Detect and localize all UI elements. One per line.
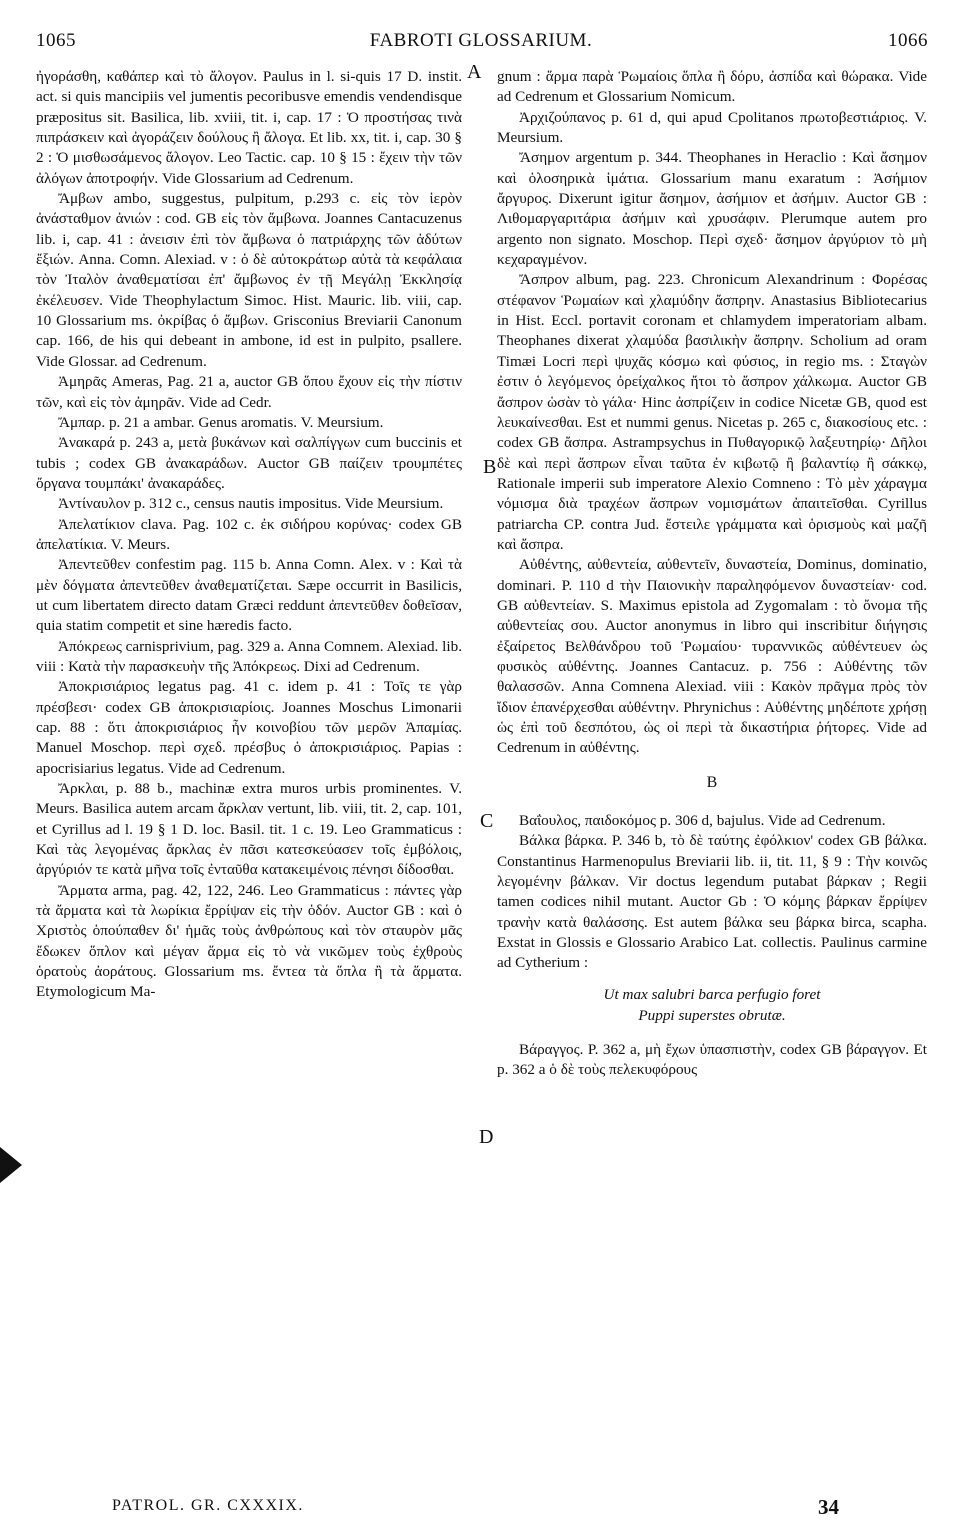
section-heading-b: B <box>706 773 718 791</box>
margin-letter-c: C <box>480 810 494 832</box>
entry-antinaulon: Ἀντίναυλον p. 312 c., census nautis impositus. Vide Meursium. <box>58 495 444 513</box>
entry-archizoupanos: Ἀρχιζούπανος p. 61 d, qui apud Cpolitanos πρωτοβεστιάριος. V. Meursium. <box>497 108 927 147</box>
footer-signature: PATROL. GR. CXXXIX. <box>112 1497 304 1514</box>
entry-armata: Ἄρματα arma, pag. 42, 122, 246. Leo Grammaticus : πάντες γὰρ τὰ ἄρματα καὶ τὰ λωρίκια ἔρρίψαν εἰς τὴν ὁδόν. Auctor GB : καὶ ὁ Χριστὸς ὁπούπαθεν δι' ἡμᾶς τοὺς ἀνθρώπους καὶ τὸν σταυρὸν μᾶς ἔδωκεν ὅπλον καὶ μέγαν ἅρμα εἰς τὸ νὰ νικῶμεν τοὺς ἐχθροὺς ὁρατοὺς ἀοράτους. Glossarium ms. ἔντεα τὰ ὅπλα ἢ τὰ ἅρματα. Etymologicum Ma- <box>36 881 462 1001</box>
entry-apentheuthen: Ἀπεντεῦθεν confestim pag. 115 b. Anna Comn. Alex. v : Καὶ τὰ μὲν δόγματα ἀπεντεῦθεν ἀναθεματίζεται. Sæpe occurrit in Basilicis, ut cum libertatem directo datam Græci reddunt ἀπεντεῦθεν δοθεῖσαν, quia statim competit et sine hæredis facto. <box>36 556 462 635</box>
entry-asemon: Ἄσημον argentum p. 344. Theophanes in Heraclio : Καὶ ἄσημον καὶ ὁλοσηρικὰ ἱμάτια. Glossarium manu exaratum : Ἀσήμιον ἄργυρος. Dixerunt igitur ἄσημον, ἀσήμιον et ἀσήμιν. Auctor GB : Λιθομαργαριτάρια ἀσήμιν καὶ χρυσάφιν. Plerumque autem pro argento non signato. Moschop. Περὶ σχεδ· ἄσημον ἀργύριον τὸ μὴ κεχαραγμένον. <box>497 149 927 269</box>
entry-aspron: Ἄσπρον album, pag. 223. Chronicum Alexandrinum : Φορέσας στέφανον Ῥωμαίων καὶ χλαμύδην ἄσπρην. Anastasius Bibliotecarius in Hist. Eccl. portavit coronam et chlamydem imperatoriam albam. Theophanes dixerat χλαμύδα βασιλικὴν ἄσπρην. Scholium ad oram Timæi Locri περὶ ψυχᾶς κόσμω καὶ φύσιος, in regio ms. : Σταγὼν ἐστιν ὁ λεγόμενος ὀρείχαλκος ἤτοι τὸ ἄσπρον χάλκωμα. Auctor GB ἄσπρον ὡσὰν τὸ γάλα· Hinc ἀσπρίζειν in codice Nicetæ GB, quod est λευκαίνεσθαι. Est et nummi genus. Nicetas p. 265 c, διακοσίους etc. : codex GB ἄσπρα. Astrampsychus in Πυθαγορικῷ λαξευτηρίῳ· Δῆλοι δὲ καὶ περὶ ἄσπρων εἶναι ταῦτα ἐν κιβωτῷ ἢ βαλαντίῳ ἢ σάκκῳ, Rationale imperii sub imperatore Alexio Comneno : Τὸ μὲν χάραγμα νόμισμα διὰ τραχέων ἄσπρων νομισμάτων ἀπαιτεῖσθαι. Cyrillus patriarcha CP. contra Jud. ἔστειλε γράμματα καὶ ὁρισμοὺς καὶ μαζῆ καὶ ἄσπρα. <box>497 271 927 553</box>
margin-letter-a: A <box>467 61 482 83</box>
entry-ampar: Ἄμπαρ. p. 21 a ambar. Genus aromatis. V. Meursium. <box>58 413 384 431</box>
entry-apelatikion: Ἀπελατίκιον clava. Pag. 102 c. ἐκ σιδήρου κορύνας· codex GB ἀπελατίκια. V. Meurs. <box>36 515 462 553</box>
right-text-column <box>497 67 927 1080</box>
entry-baioulos: Βαΐουλος, παιδοκόμος p. 306 d, bajulus. Vide ad Cedrenum. <box>519 812 886 830</box>
column-number-left: 1065 <box>36 30 76 51</box>
footer-sheet-number: 34 <box>818 1495 839 1519</box>
column-number-right: 1066 <box>888 30 928 51</box>
running-title: FABROTI GLOSSARIUM. <box>369 30 593 51</box>
entry-barangos: Βάραγγος. P. 362 a, μὴ ἔχων ὑπασπιστὴν, codex GB βάραγγον. Et p. 362 a ὁ δὲ τοὺς πελεκυφόρους <box>497 1040 927 1079</box>
entry-arklai: Ἄρκλαι, p. 88 b., machinæ extra muros urbis prominentes. V. Meurs. Basilica autem arcam ἄρκλαν vertunt, lib. viii, tit. 2, cap. 101, et Cyrillus ad l. 19 § 1 D. loc. Basil. tit. 1 c. 19. Leo Grammaticus : Καὶ τὰς λεγομένας ἄρκλας ἐν πᾶσι κατεσκεύασεν τοῖς ἐμβόλοις, ἀργύριόν τε κατὰ μῆνα τοῖς ἐνταῦθα κατακειμένοις πένησι δίδοσθαι. <box>36 780 462 879</box>
entry-ambon: Ἄμβων ambo, suggestus, pulpitum, p.293 c. εἰς τὸν ἱερὸν ἀνάσταθμον ἀνιών : cod. GB εἰς τὸν ἄμβωνα. Joannes Cantacuzenus lib. i, cap. 41 : ἀνεισιν ἐπὶ τὸν ἄμβωνα ὁ πατριάρχης τῶν ἀδύτων ἔξιών. Anna. Comn. Alexiad. v : ὁ δὲ αὐτοκράτωρ αὐτὰ τὰ κεφάλαια τὸν Ἰταλὸν ἀναθεματίσαι ἐπ' ἄμβωνος ἐν τῇ Μεγάλῃ Ἐκκλησίᾳ ἐκέλευσεν. Vide Theophylactum Simoc. Hist. Mauric. lib. viii, cap. 10 Glossarium ms. ὀκρίβας ὁ ἄμβων. Grisconius Breviarii Canonum cap. 166, de his qui debeant in ambone, id est in pulpito, psallere. Vide Glossar. ad Cedrenum. <box>36 190 462 370</box>
entry-apokreos: Ἀπόκρεως carnisprivium, pag. 329 a. Anna Comnem. Alexiad. lib. viii : Κατὰ τὴν παρασκευὴν τῆς Ἀπόκρεως. Dixi ad Cedrenum. <box>36 637 462 675</box>
entry-apokrisiarios: Ἀποκρισιάριος legatus pag. 41 c. idem p. 41 : Τοῖς τε γὰρ πρέσβεσι· codex GB ἀποκρισιαρίοις. Joannes Moschus Limonarii cap. 88 : ὅτι ἀποκρισιάριος ἦν κοινοβίου τῶν μερῶν Ἀπαμίας. Manuel Moschop. περὶ σχεδ. πρέσβυς ὁ ἀποκρισιάριος. Papias : apocrisiarius legatus. Vide ad Cedrenum. <box>36 678 462 777</box>
entry-alogon-cont: ἠγοράσθη, καθάπερ καὶ τὸ ἄλογον. Paulus in l. si-quis 17 D. instit. act. si quis mancipiis vel jumentis pecoribusve emendis vendendisque præpositus sit. Basilica, lib. xviii, tit. i, cap. 17 : Ὁ προστήσας τινὰ πιπράσκειν καὶ ἀγοράζειν δούλους ἢ ἄλογα. Et lib. xx, tit. i, cap. 30 § 2 : Ὁ μισθωσάμενος ἄλογον. Leo Tactic. cap. 10 § 15 : ἔχειν τὴν τῶν ἀλόγων ἀποτροφήν. Vide Glossarium ad Cedrenum. <box>36 68 462 187</box>
entry-ameras: Ἀμηρᾶς Ameras, Pag. 21 a, auctor GB ὅπου ἔχουν εἰς τὴν πίστιν τῶν, καὶ εἰς τὸν ἀμηρᾶν. Vide ad Cedr. <box>36 373 462 411</box>
entry-armata-cont: gnum : ἅρμα παρὰ Ῥωμαίοις ὅπλα ἢ δόρυ, ἀσπίδα καὶ θώρακα. Vide ad Cedrenum et Glossarium Nomicum. <box>497 68 927 106</box>
left-text-column <box>36 67 462 1003</box>
margin-pointer-arrow <box>0 1147 22 1183</box>
margin-letter-b: B <box>483 456 497 478</box>
entry-anakara: Ἀνακαρά p. 243 a, μετὰ βυκάνων καὶ σαλπίγγων cum buccinis et tubis ; codex GB ἀνακαράδων. Auctor GB παίζειν τρουμπέτες ὄργανα τουμπάκι' ἀνακαράδες. <box>36 434 462 492</box>
entry-authentes: Αὐθέντης, αὐθεντεία, αὐθεντεῖν, δυναστεία, Dominus, dominatio, dominari. P. 110 d τὴν Παιονικὴν παραληφόμενον δυναστείαν· cod. GB αὐθεντείαν. S. Maximus epistola ad Zygomalam : τὸ ὄνομα τῆς αὐθεντείας σου. Auctor anonymus in libro qui inscribitur διήγησις ἐξαίρετος Βελθάνδρου τοῦ Ῥωμαίου· τυραννικῶς αὐθέντευεν ὡς φυσικὸς αὐθέντης. Joannes Cantacuz. p. 756 : Αὐθέντης τῶν θαλασσῶν. Anna Comnena Alexiad. viii : Κακὸν πρᾶγμα πρὸς τὸν ἴδιον ἐπανέρχεσθαι αὐθέντην. Phrynichus : Αὐθέντης μηδέποτε χρήσῃ ὡς ἐπὶ τοῦ δεσπότου, ὡς οἱ περὶ τὰ δικαστήρια ῥήτορες. Vide ad Cedrenum in αὐθέντης. <box>497 556 927 757</box>
verse-line-2: Puppi superstes obrutæ. <box>638 1006 786 1024</box>
margin-letter-d: D <box>479 1126 494 1148</box>
verse-quotation <box>497 984 927 1026</box>
verse-line-1: Ut max salubri barca perfugio foret <box>603 985 821 1003</box>
entry-balka: Βάλκα βάρκα. P. 346 b, τὸ δὲ ταύτης ἐφόλκιον' codex GB βάλκα. Constantinus Harmenopulus Breviarii lib. ii, tit. 11, § 9 : Τὴν κοινῶς λεγομένην βάλκαν. Vir doctus legendum putabat βάρκαν ; Regii tamen codices nihil mutant. Auctor Gb : Ὁ κόμης βάρκαν ἔρρίψεν τρανὴν κατὰ θαλάσσης. Est autem βάλκα seu βάρκα birca, scapha. Exstat in Glossis e Glossario Arabico Lat. collectis. Paulinus carmine ad Cytherium : <box>497 832 927 972</box>
